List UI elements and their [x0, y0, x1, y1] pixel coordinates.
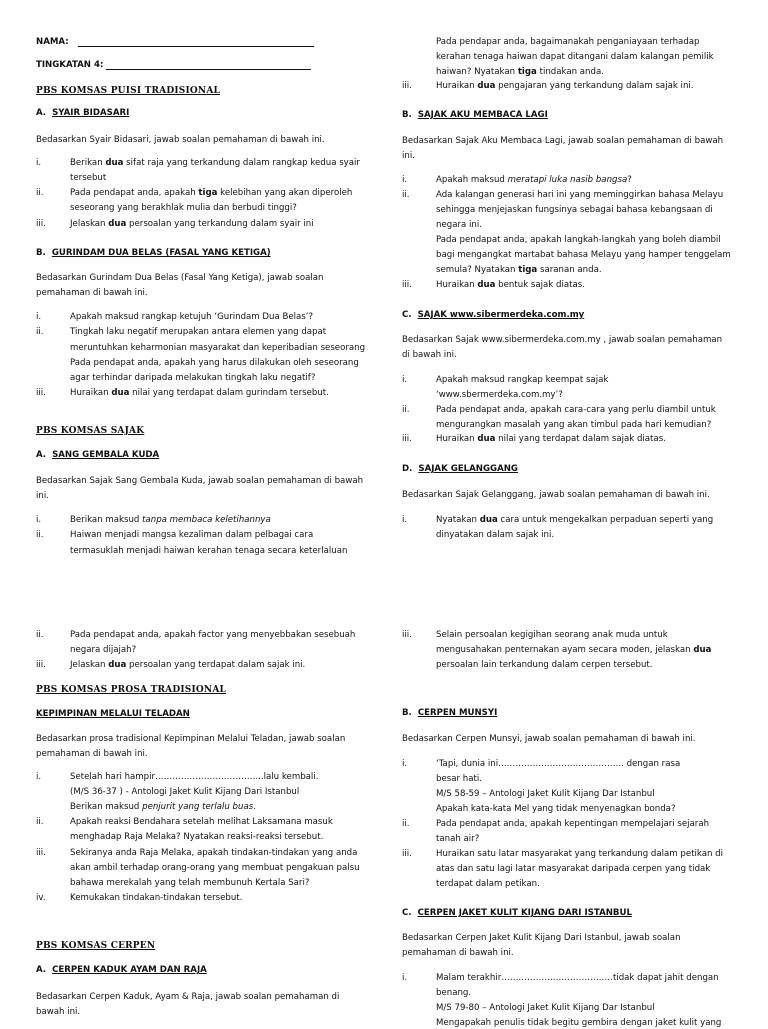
section-title: CERPEN KADUK AYAM DAN RAJA — [52, 965, 207, 975]
question-text: Pada pendapat anda, apakah factor yang menyebbakan sesebuah — [70, 630, 356, 640]
question-number: iii. — [402, 434, 412, 444]
question-text: Malam terakhir…………………………………tidak dapat jahit dengan — [436, 973, 719, 983]
section-letter: C. — [402, 310, 412, 320]
section-intro: pemahaman di bawah ini. — [36, 288, 148, 298]
heading-sajak: PBS KOMSAS SAJAK — [36, 426, 145, 436]
question-text: Huraikan dua pengajaran yang terkandung dalam sajak ini. — [436, 81, 694, 91]
question-text: kerahan tenaga haiwan dapat ditangani dalam kalangan pemilik — [436, 52, 714, 62]
question-number: iii. — [402, 630, 412, 640]
section-gurindam-heading — [36, 248, 271, 258]
question-text: M/S 58-59 – Antologi Jaket Kulit Kijang Dar Istanbul — [436, 789, 655, 799]
nama-label: NAMA: — [36, 37, 69, 47]
section-intro: ini. — [402, 151, 415, 161]
question-text: Mengapakah penulis tidak begitu gembira dengan jaket kulit yang — [436, 1018, 722, 1028]
section-intro: Bedasarkan prosa tradisional Kepimpinan Melalui Teladan, jawab soalan — [36, 734, 346, 744]
section-intro: Bedasarkan Syair Bidasari, jawab soalan pemahaman di bawah ini. — [36, 135, 325, 145]
question-text: Huraikan dua bentuk sajak diatas. — [436, 280, 585, 290]
question-text: besar hati. — [436, 774, 482, 784]
question-number: i. — [36, 158, 42, 168]
question-text: Apakah maksud rangkap keempat sajak — [436, 375, 609, 385]
question-text: Pada pendapar anda, bagaimanakah penganiayaan terhadap — [436, 37, 700, 47]
question-text: Selain persoalan kegigihan seorang anak muda untuk — [436, 630, 668, 640]
section-title: SAJAK www.sibermerdeka.com.my — [417, 310, 585, 320]
question-number: iii. — [402, 81, 412, 91]
question-text: negara dijajah? — [70, 645, 137, 655]
section-intro: pemahaman di bawah ini. — [36, 749, 148, 759]
tingkatan-label: TINGKATAN 4: — [36, 60, 104, 70]
question-text: agar terhindar daripada melakukan tingkah laku negatif? — [70, 373, 316, 383]
question-number: iii. — [402, 280, 412, 290]
question-number: i. — [36, 772, 42, 782]
question-text: terdapat dalam petikan. — [436, 879, 540, 889]
question-number: ii. — [36, 817, 44, 827]
section-syair-bidasari-heading — [36, 108, 129, 118]
section-letter: B. — [402, 708, 412, 718]
question-text: Berikan dua sifat raja yang terkandung dalam rangkap kedua syair — [70, 158, 360, 168]
tingkatan-answer-line[interactable] — [106, 69, 311, 70]
question-number: i. — [36, 312, 42, 322]
question-text: sehingga menjejaskan fungsinya sebagai bahasa kebangsaan di — [436, 205, 713, 215]
question-text: termasuklah menjadi haiwan kerahan tenaga secara keterlaluan — [70, 546, 348, 556]
question-text: ‘Tapi, dunia ini…………………………………….. dengan rasa — [436, 759, 681, 769]
question-text: Huraikan satu latar masyarakat yang terkandung dalam petikan di — [436, 849, 724, 859]
question-text: Pada pendapat anda, apakah tiga kelebihan yang akan diperoleh — [70, 188, 353, 198]
section-intro: pemahaman di bawah ini. — [402, 948, 514, 958]
section-intro: Bedasarkan Cerpen Jaket Kulit Kijang Dari Istanbul, jawab soalan — [402, 933, 681, 943]
question-number: iii. — [36, 660, 46, 670]
section-intro: Bedasarkan Sajak Sang Gembala Kuda, jawab soalan pemahaman di bawah — [36, 476, 364, 486]
question-text: bagi mengangkat martabat bahasa Melayu yang hamper tenggelam — [436, 250, 731, 260]
question-text: Pada pendapat anda, apakah yang harus dilakukan oleh seseorang — [70, 358, 359, 368]
heading-prosa-tradisional: PBS KOMSAS PROSA TRADISIONAL — [36, 685, 227, 695]
question-text: (M/S 36-37 ) - Antologi Jaket Kulit Kijang Dari Istanbul — [70, 787, 300, 797]
question-text: haiwan? Nyatakan tiga tindakan anda. — [436, 67, 604, 77]
section-jaket-kulit-heading — [402, 908, 632, 918]
section-title: SYAIR BIDASARI — [52, 108, 130, 118]
question-number: i. — [402, 175, 408, 185]
question-text: semula? Nyatakan tiga saranan anda. — [436, 265, 602, 275]
section-letter: D. — [402, 464, 413, 474]
question-text: dinyatakan dalam sajak ini. — [436, 530, 555, 540]
section-title: GURINDAM DUA BELAS (FASAL YANG KETIGA) — [51, 248, 271, 258]
question-text: tersebut — [70, 173, 107, 183]
question-number: ii. — [36, 630, 44, 640]
question-text: Tingkah laku negatif merupakan antara elemen yang dapat — [70, 327, 327, 337]
question-number: i. — [402, 515, 408, 525]
nama-answer-line[interactable] — [78, 46, 314, 47]
question-text: Apakah maksud rangkap ketujuh ‘Gurindam Dua Belas’? — [70, 312, 314, 322]
question-text: tanah air? — [436, 834, 480, 844]
question-text: akan ambil terhadap orang-orang yang membuat pengakuan palsu — [70, 863, 360, 873]
question-number: iii. — [402, 849, 412, 859]
section-kepimpinan-heading: KEPIMPINAN MELALUI TELADAN — [36, 709, 190, 719]
section-sang-gembala-heading — [36, 450, 159, 460]
heading-puisi-tradisional: PBS KOMSAS PUISI TRADISIONAL — [36, 86, 221, 96]
section-intro: di bawah ini. — [402, 350, 457, 360]
question-text: menghadap Raja Melaka? Nyatakan reaksi-reaksi tersebut. — [70, 832, 324, 842]
question-number: i. — [402, 973, 408, 983]
section-intro: Bedasarkan Sajak Aku Membaca Lagi, jawab soalan pemahaman di bawah — [402, 136, 724, 146]
section-intro: ini. — [36, 491, 49, 501]
section-intro: Bedasarkan Cerpen Kaduk, Ayam & Raja, jawab soalan pemahaman di — [36, 992, 340, 1002]
question-text: Apakah maksud meratapi luka nasib bangsa? — [436, 175, 632, 185]
section-intro: Bedasarkan Sajak www.sibermerdeka.com.my , jawab soalan pemahaman — [402, 335, 723, 345]
section-letter: B. — [36, 248, 46, 258]
question-text: Nyatakan dua cara untuk mengekalkan perpaduan seperti yang — [436, 515, 714, 525]
section-kaduk-ayam-heading — [36, 965, 207, 975]
section-letter: A. — [36, 965, 47, 975]
question-number: ii. — [36, 530, 44, 540]
section-intro: Bedasarkan Gurindam Dua Belas (Fasal Yang Ketiga), jawab soalan — [36, 273, 324, 283]
question-text: Ada kalangan generasi hari ini yang meminggirkan bahasa Melayu — [436, 190, 724, 200]
question-number: i. — [402, 759, 408, 769]
section-title: CERPEN JAKET KULIT KIJANG DARI ISTANBUL — [417, 908, 632, 918]
question-text: benang. — [436, 988, 472, 998]
section-letter: B. — [402, 110, 412, 120]
question-number: i. — [402, 375, 408, 385]
question-text: Huraikan dua nilai yang terdapat dalam gurindam tersebut. — [70, 388, 329, 398]
question-text: seseorang yang berakhlak mulia dan berbudi tinggi? — [70, 203, 297, 213]
section-title: SANG GEMBALA KUDA — [52, 450, 160, 460]
question-text: Pada pendapat anda, apakah cara-cara yang perlu diambil untuk — [436, 405, 716, 415]
question-text: Pada pendapat anda, apakah kepentingan mempelajari sejarah — [436, 819, 710, 829]
section-letter: A. — [36, 450, 47, 460]
section-aku-membaca-lagi-heading — [402, 110, 548, 120]
question-text: mengurangkan masalah yang akan timbul pada hari kemudian? — [436, 420, 712, 430]
question-text: ‘www.sbermerdeka.com.my’? — [436, 390, 563, 400]
question-text: Jelaskan dua persoalan yang terdapat dalam sajak ini. — [70, 660, 306, 670]
question-number: ii. — [36, 188, 44, 198]
section-munsyi-heading — [402, 708, 497, 718]
section-title: CERPEN MUNSYI — [417, 708, 498, 718]
question-text: Sekiranya anda Raja Melaka, apakah tindakan-tindakan yang anda — [70, 848, 358, 858]
question-number: iii. — [36, 388, 46, 398]
question-text: Apakah kata-kata Mel yang tidak menyenagkan bonda? — [436, 804, 676, 814]
question-number: ii. — [402, 819, 410, 829]
question-text: meruntuhkan keharmonian masyarakat dan keperibadian seseorang — [70, 343, 366, 353]
section-sibermerdeka-heading — [402, 310, 584, 320]
question-text: negara ini. — [436, 220, 482, 230]
section-title: SAJAK GELANGGANG — [418, 464, 518, 474]
question-text: Berikan maksud penjurit yang terlalu buas. — [70, 802, 256, 812]
question-number: ii. — [402, 190, 410, 200]
question-text: Kemukakan tindakan-tindakan tersebut. — [70, 893, 243, 903]
question-text: Jelaskan dua persoalan yang terkandung dalam syair ini — [70, 219, 314, 229]
section-intro: Bedasarkan Sajak Gelanggang, jawab soalan pemahaman di bawah ini. — [402, 490, 710, 500]
question-number: iii. — [36, 219, 46, 229]
heading-cerpen: PBS KOMSAS CERPEN — [36, 941, 156, 951]
question-number: iii. — [36, 848, 46, 858]
question-text: Huraikan dua nilai yang terdapat dalam sajak diatas. — [436, 434, 666, 444]
question-number: iv. — [36, 893, 46, 903]
section-intro: bawah ini. — [36, 1007, 81, 1017]
question-text: atas dan satu lagi latar masyarakat daripada cerpen yang tidak — [436, 864, 711, 874]
question-text: Berikan maksud tanpa membaca keletihannya — [70, 515, 271, 525]
question-text: persoalan lain terkandung dalam cerpen tersebut. — [436, 660, 653, 670]
section-intro: Bedasarkan Cerpen Munsyi, jawab soalan pemahaman di bawah ini. — [402, 734, 696, 744]
section-gelanggang-heading — [402, 464, 518, 474]
question-text: Pada pendapat anda, apakah langkah-langkah yang boleh diambil — [436, 235, 721, 245]
question-text: bahawa merekalah yang telah membunuh Kertala Sari? — [70, 878, 310, 888]
section-letter: A. — [36, 108, 47, 118]
question-text: Apakah reaksi Bendahara setelah melihat Laksamana masuk — [70, 817, 333, 827]
question-text: Haiwan menjadi mangsa kezaliman dalam pelbagai cara — [70, 530, 314, 540]
question-text: M/S 79-80 – Antologi Jaket Kulit Kijang Dar Istanbul — [436, 1003, 655, 1013]
question-number: i. — [36, 515, 42, 525]
section-letter: C. — [402, 908, 412, 918]
section-title: SAJAK AKU MEMBACA LAGI — [417, 110, 548, 120]
question-text: Setelah hari hampir………………………………..lalu kembali. — [70, 772, 319, 782]
question-text: mengusahakan penternakan ayam secara moden, jelaskan dua — [436, 645, 712, 655]
question-number: ii. — [36, 327, 44, 337]
question-number: ii. — [402, 405, 410, 415]
